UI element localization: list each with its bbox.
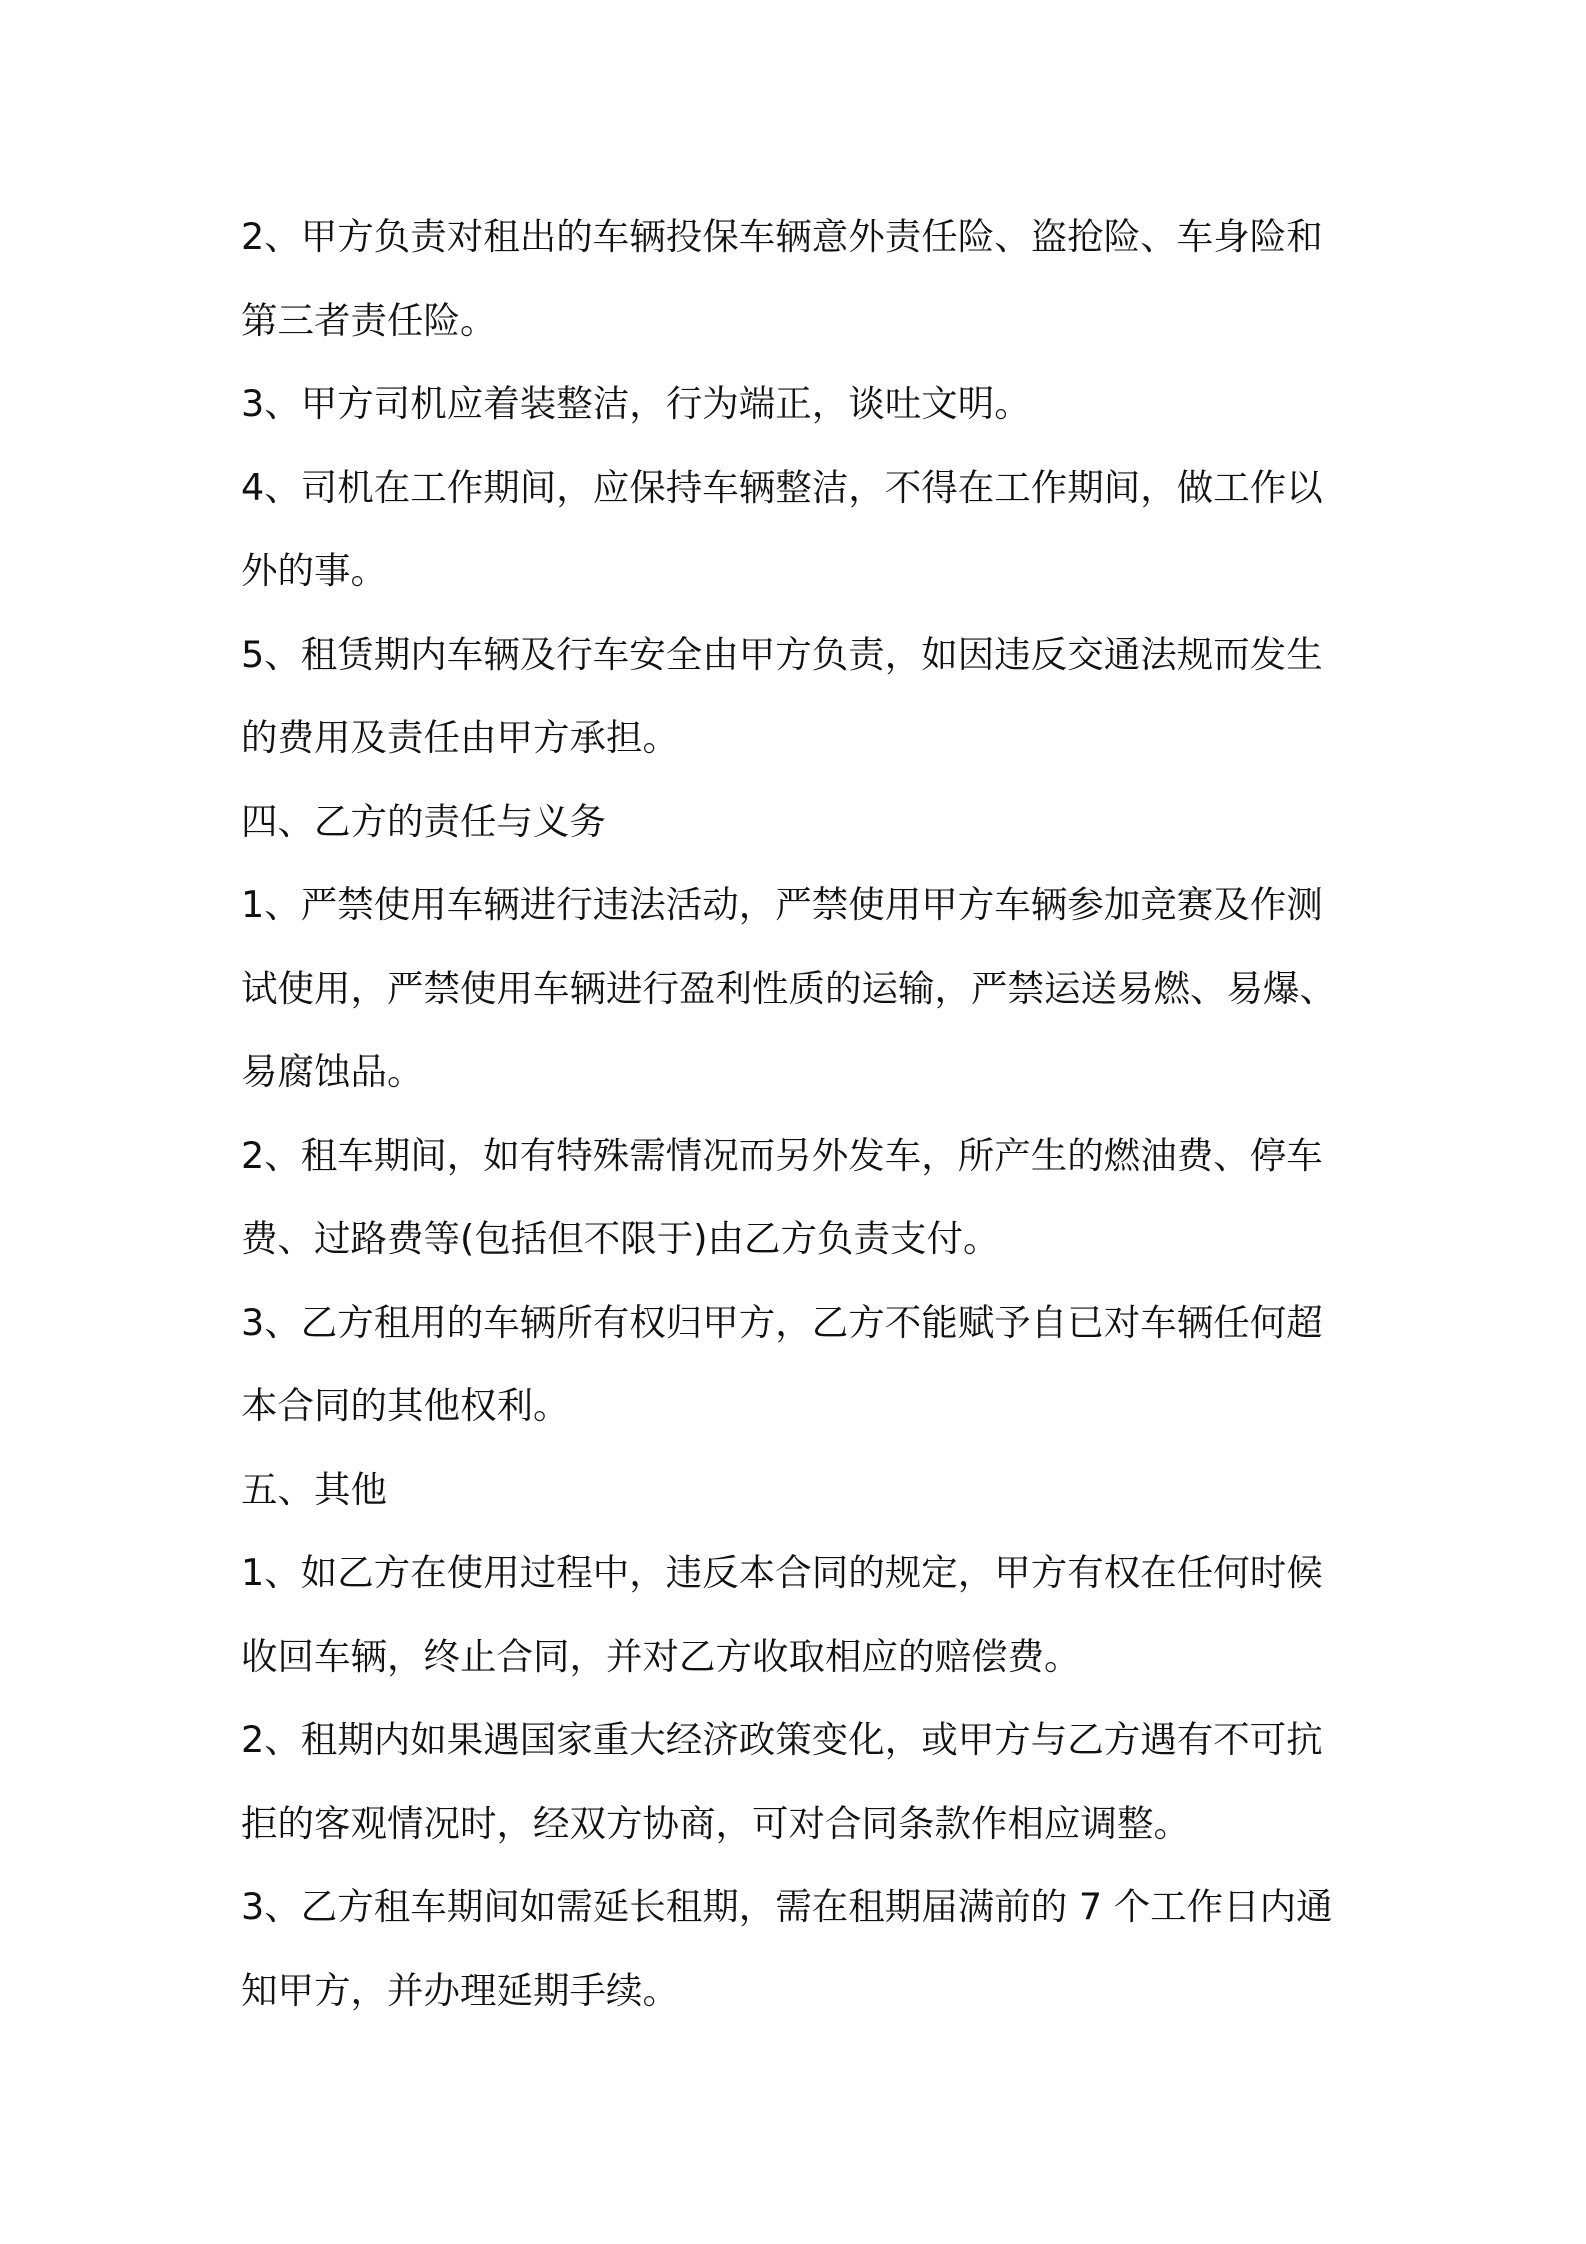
clause-b1-prohibitions: 1、严禁使用车辆进行违法活动，严禁使用甲方车辆参加竞赛及作测试使用，严禁使用车辆进行盈利性质的运输，严禁运送易燃、易爆、易腐蚀品。 (241, 883, 1336, 1093)
clause-b2-fees: 2、租车期间，如有特殊需情况而另外发车，所产生的燃油费、停车费、过路费等(包括但不限于)由乙方负责支付。 (241, 1133, 1323, 1260)
clause-a2-insurance: 2、甲方负责对租出的车辆投保车辆意外责任险、盗抢险、车身险和第三者责任险。 (241, 215, 1323, 342)
clause-c2-adjustment: 2、租期内如果遇国家重大经济政策变化，或甲方与乙方遇有不可抗拒的客观情况时，经双方协商，可对合同条款作相应调整。 (241, 1718, 1323, 1845)
section-heading-other: 五、其他 (241, 1467, 387, 1511)
clause-a4-driver-duty: 4、司机在工作期间，应保持车辆整洁，不得在工作期间，做工作以外的事。 (241, 465, 1323, 592)
clause-b3-ownership: 3、乙方租用的车辆所有权归甲方，乙方不能赋予自已对车辆任何超本合同的其他权利。 (241, 1300, 1323, 1427)
clause-a5-safety: 5、租赁期内车辆及行车安全由甲方负责，如因违反交通法规而发生的费用及责任由甲方承担。 (241, 632, 1323, 759)
clause-c1-termination: 1、如乙方在使用过程中，违反本合同的规定，甲方有权在任何时候收回车辆，终止合同，并对乙方收取相应的赔偿费。 (241, 1551, 1323, 1678)
document-body (241, 195, 1356, 2032)
clause-c3-extension: 3、乙方租车期间如需延长租期，需在租期届满前的 7 个工作日内通知甲方，并办理延期手续。 (241, 1885, 1333, 2012)
clause-a3-driver-conduct: 3、甲方司机应着装整洁，行为端正，谈吐文明。 (241, 382, 1031, 425)
section-heading-party-b: 四、乙方的责任与义务 (241, 799, 606, 843)
